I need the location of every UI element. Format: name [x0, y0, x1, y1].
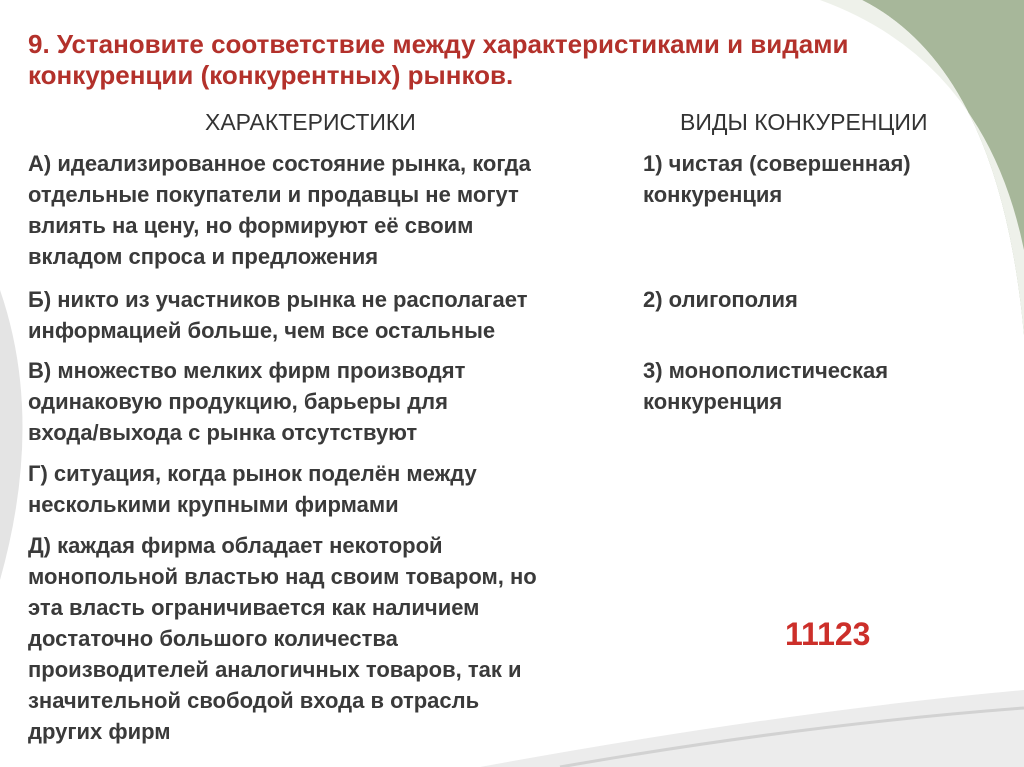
text-line: конкуренция	[643, 182, 783, 207]
competition-type-3	[643, 355, 888, 417]
competition-type-2	[643, 284, 798, 315]
text-line: монопольной властью над своим товаром, но	[28, 564, 537, 589]
text-line: эта власть ограничивается как наличием	[28, 595, 480, 620]
title-line: конкуренции (конкурентных) рынков.	[28, 60, 514, 90]
competition-type-1	[643, 148, 911, 210]
text-line: достаточно большого количества	[28, 626, 398, 651]
characteristic-v	[28, 355, 465, 448]
text-line: влиять на цену, но формируют её своим	[28, 213, 474, 238]
title-line: 9. Установите соответствие между характеристиками и видами	[28, 29, 849, 59]
left-gray-swoosh	[0, 290, 23, 580]
characteristic-g	[28, 458, 477, 520]
text-line: 3) монополистическая	[643, 358, 889, 383]
text-line: значительной свободой входа в отрасль	[28, 688, 480, 713]
text-line: производителей аналогичных товаров, так и	[28, 657, 522, 682]
text-line: В) множество мелких фирм производят	[28, 358, 466, 383]
text-line: вкладом спроса и предложения	[28, 244, 379, 269]
characteristic-b	[28, 284, 527, 346]
text-line: А) идеализированное состояние рынка, когда	[28, 151, 531, 176]
characteristic-a	[28, 148, 531, 272]
text-line: конкуренция	[643, 389, 783, 414]
text-line: Д) каждая фирма обладает некоторой	[28, 533, 443, 558]
text-line: 2) олигополия	[643, 287, 798, 312]
answer-code: 11123	[785, 616, 871, 652]
question-title	[28, 29, 848, 91]
competition-types-header: ВИДЫ КОНКУРЕНЦИИ	[680, 109, 928, 135]
text-line: информацией больше, чем все остальные	[28, 318, 496, 343]
text-line: отдельные покупатели и продавцы не могут	[28, 182, 519, 207]
text-line: Б) никто из участников рынка не располагает	[28, 287, 528, 312]
characteristic-d	[28, 530, 537, 747]
text-line: других фирм	[28, 719, 171, 744]
text-line: входа/выхода с рынка отсутствуют	[28, 420, 418, 445]
bottom-gray-swoosh	[480, 690, 1024, 767]
text-line: 1) чистая (совершенная)	[643, 151, 911, 176]
text-line: Г) ситуация, когда рынок поделён между	[28, 461, 477, 486]
text-line: одинаковую продукцию, барьеры для	[28, 389, 448, 414]
characteristics-header: ХАРАКТЕРИСТИКИ	[205, 109, 416, 135]
text-line: несколькими крупными фирмами	[28, 492, 399, 517]
